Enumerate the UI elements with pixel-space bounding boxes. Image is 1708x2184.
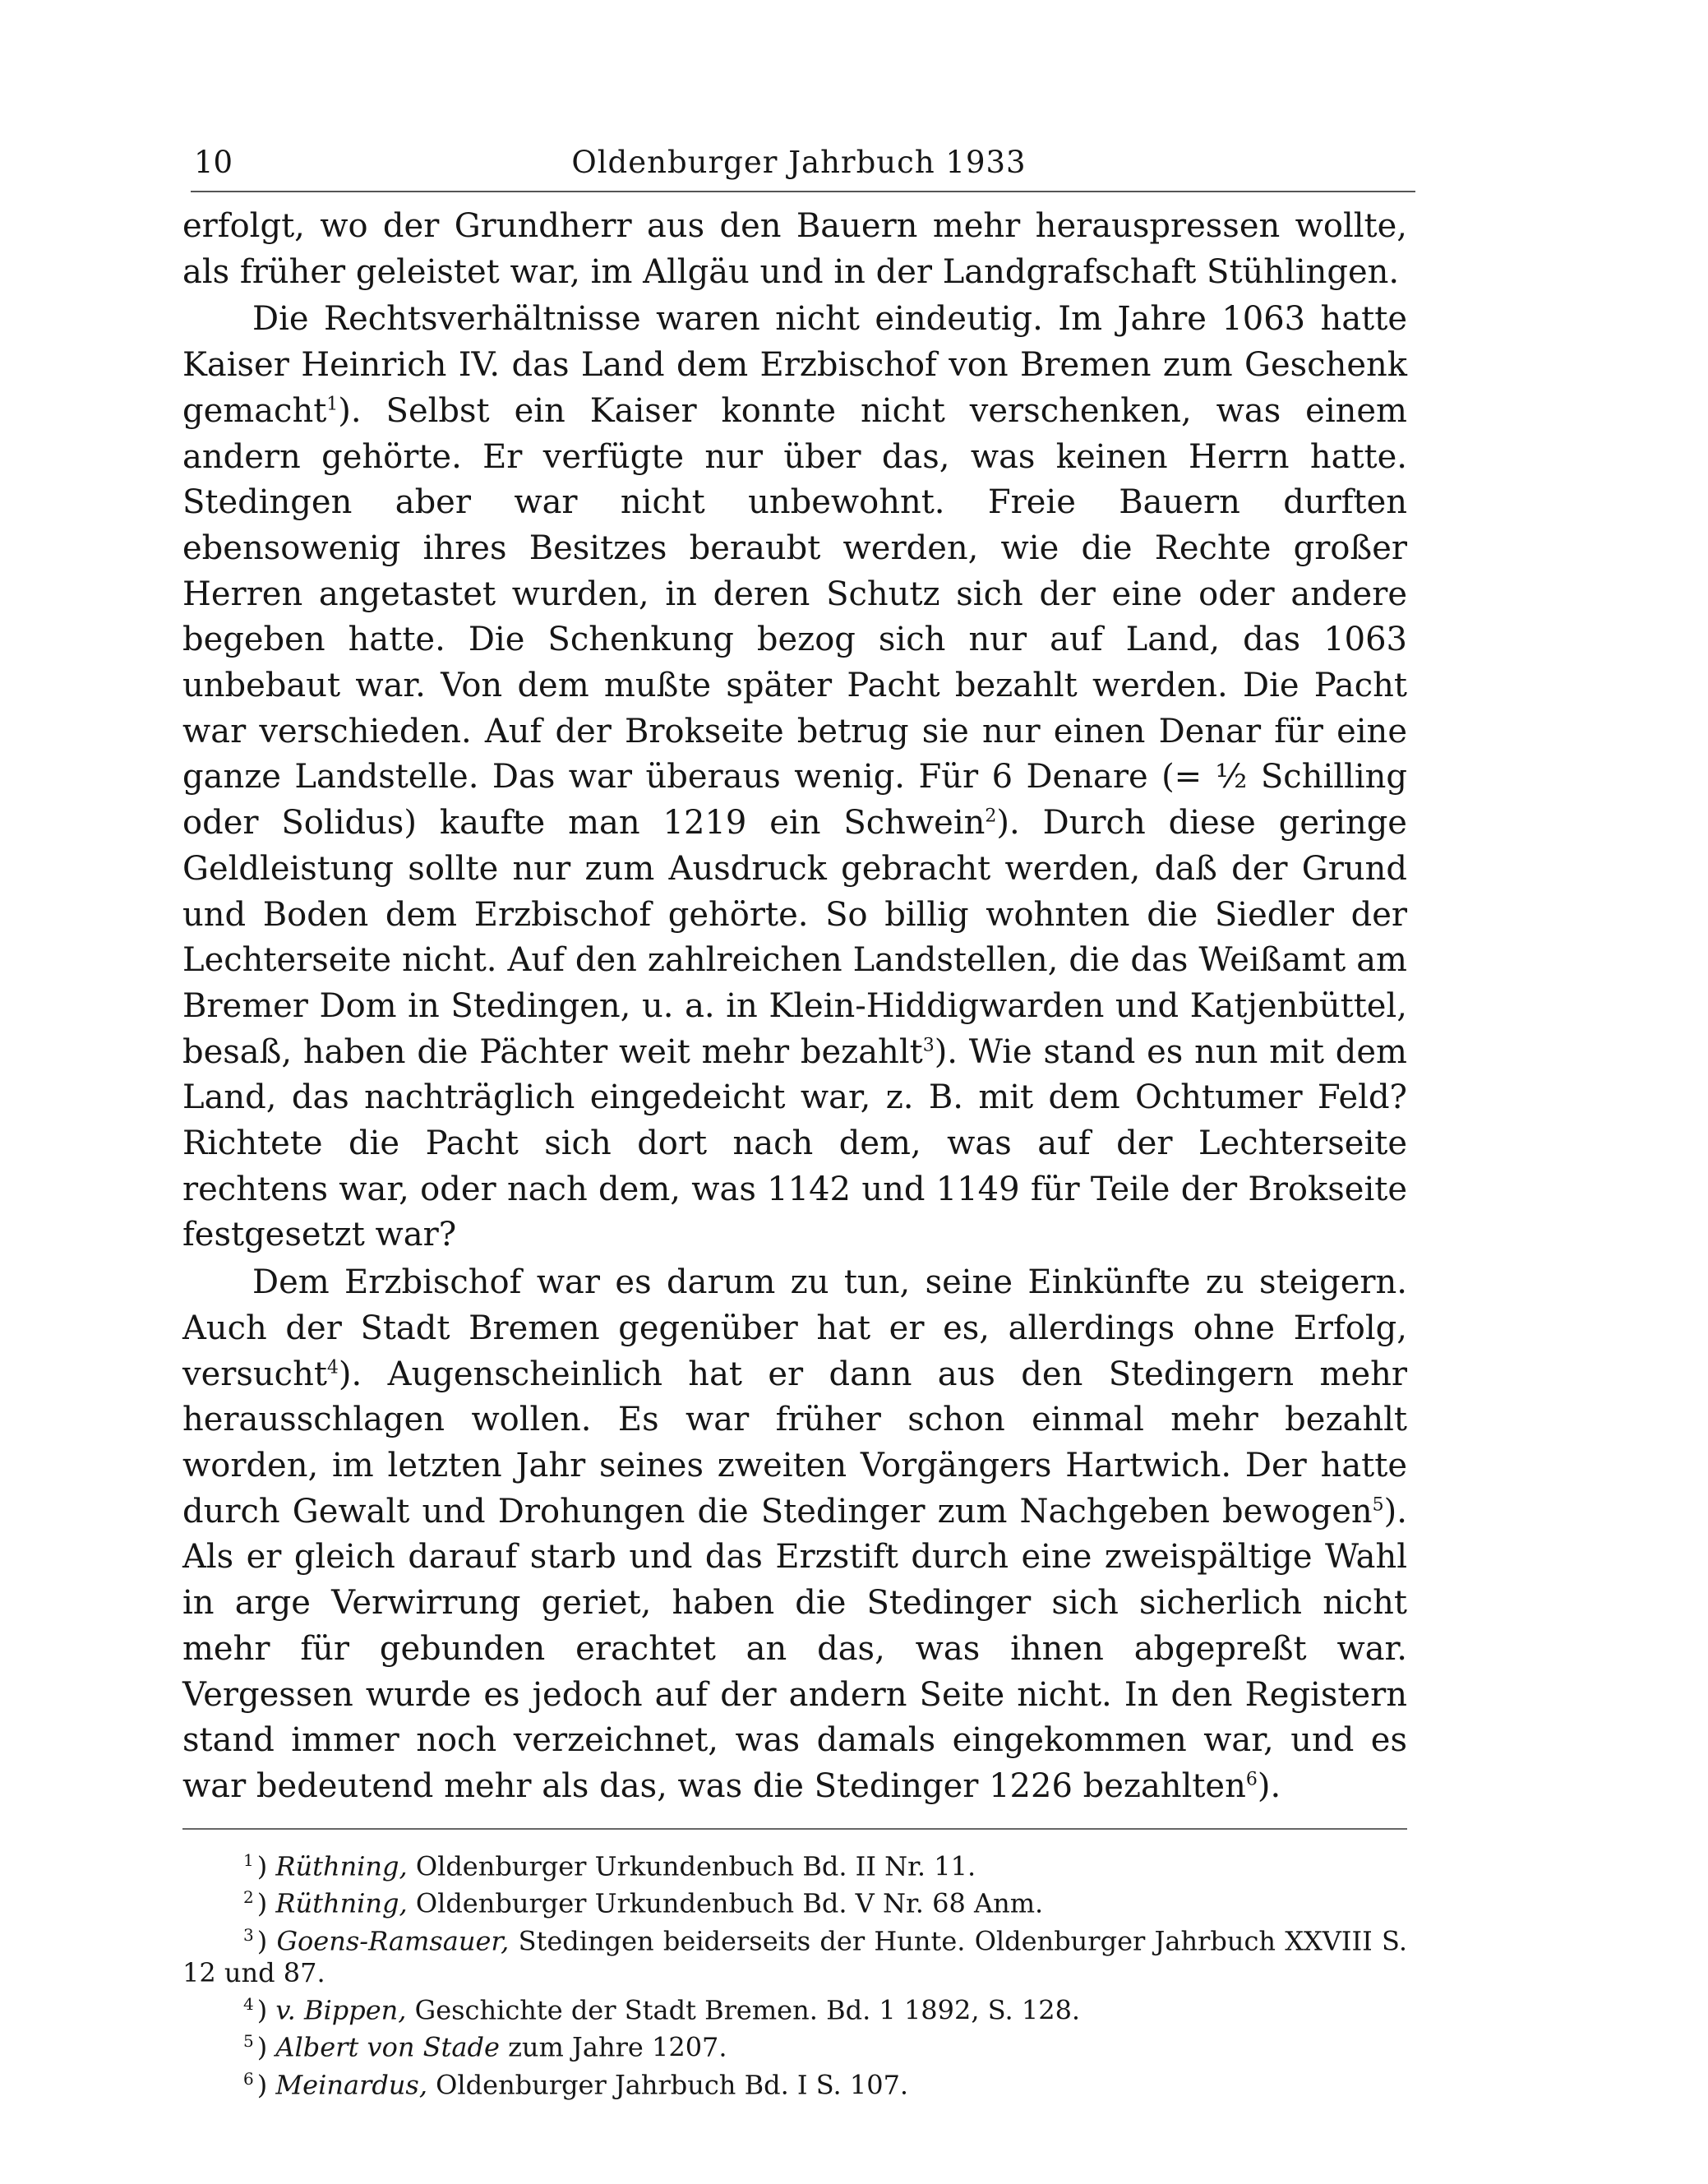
footnote-mark: 5 — [243, 2031, 254, 2052]
footnote-mark: 6 — [243, 2068, 254, 2089]
footnote-text: zum Jahre 1207. — [508, 2031, 727, 2063]
footnote: $^5$ ) Albert von Stade zum Jahre 1207. — [243, 2031, 727, 2063]
text-run: ). Selbst ein Kaiser konnte nicht verschenken, was einem andern gehörte. Er verfügte nur über das, was keinen Herrn hatte. Stedingen aber war nicht unbewohnt. Freie Bauern durften ebensowenig ihres Besitzes beraubt werden, wie die Rechte großer Herren angetastet wurden, in deren Schutz sich der eine oder andere begeben hatte. Die Schenkung bezog sich nur auf Land, das 1063 unbebaut war. Von dem mußte später Pacht bezahlt werden. Die Pacht war verschieden. Auf der Brokseite betrug sie nur einen Denar für eine ganze Landstelle. Das war überaus wenig. Für 6 Denare (= ½ Schilling oder Solidus) kaufte man 1219 ein Schwein — [182, 391, 1407, 843]
footnote-reference: 1 — [326, 394, 339, 415]
footnote-reference: 2 — [985, 806, 997, 827]
footnote: $^3$ ) Goens-Ramsauer, Stedingen beiderseits der Hunte. Oldenburger Jahrbuch XXVIII S. 12 und 87. — [182, 1924, 1408, 1988]
footnote-author: Goens-Ramsauer, — [276, 1925, 510, 1957]
footnote-text: Oldenburger Urkundenbuch Bd. V Nr. 68 Anm. — [415, 1887, 1044, 1919]
text-run: ). Als er gleich darauf starb und das Erzstift durch eine zweispältige Wahl in arge Verwirrung geriet, haben die Stedinger sich sicherlich nicht mehr für gebunden erachtet an das, was ihnen abgepreßt war. Vergessen wurde es jedoch auf der andern Seite nicht. In den Registern stand immer noch verzeichnet, was damals eingekommen war, und es war bedeutend mehr als das, was die Stedinger 1226 bezahlten — [182, 1492, 1407, 1805]
footnote-author: Rüthning, — [275, 1887, 408, 1919]
footnote-mark: 1 — [243, 1849, 254, 1870]
footnote-reference: 6 — [1245, 1769, 1258, 1790]
paragraph — [182, 1260, 1407, 1809]
running-head — [182, 138, 1415, 182]
text-run: ). — [1257, 1766, 1281, 1805]
header-rule — [191, 191, 1415, 192]
footnote: $^2$ ) Rüthning, Oldenburger Urkundenbuch Bd. V Nr. 68 Anm. — [243, 1887, 1044, 1919]
footnote-author: v. Bippen, — [275, 1994, 407, 2026]
paragraph — [182, 204, 1407, 295]
book-page — [182, 138, 1415, 2101]
footnote-text: Oldenburger Jahrbuch Bd. I S. 107. — [436, 2069, 909, 2101]
footnote: $^1$ ) Rüthning, Oldenburger Urkundenbuch Bd. II Nr. 11. — [243, 1849, 976, 1882]
text-run: Die Rechtsverhältnisse waren nicht eindeutig. Im Jahre 1063 hatte Kaiser Heinrich IV. das Land dem Erzbischof von Bremen zum Geschenk gemacht — [182, 300, 1407, 430]
footnote-text: Oldenburger Urkundenbuch Bd. II Nr. 11. — [415, 1850, 976, 1882]
text-run: ). Wie stand es nun mit dem Land, das nachträglich eingedeicht war, z. B. mit dem Ochtumer Feld? Richtete die Pacht sich dort nach dem, was auf der Lechterseite rechtens war, oder nach dem, was 1142 und 1149 für Teile der Brokseite festgesetzt war? — [182, 1032, 1407, 1254]
footnote-reference: 3 — [922, 1035, 935, 1056]
page-number: 10 — [194, 145, 233, 180]
footnote-author: Meinardus, — [275, 2069, 427, 2101]
footnote: $^6$ ) Meinardus, Oldenburger Jahrbuch Bd. I S. 107. — [243, 2068, 909, 2101]
footnote-text: Geschichte der Stadt Bremen. Bd. 1 1892, S. 128. — [414, 1994, 1081, 2026]
footnote-author: Rüthning, — [275, 1850, 408, 1882]
footnote-rule — [182, 1828, 1407, 1830]
footnote-mark: 3 — [243, 1924, 254, 1945]
text-run: ). Augenscheinlich hat er dann aus den Stedingern mehr herausschlagen wollen. Es war früher schon einmal mehr bezahlt worden, im letzten Jahr seines zweiten Vorgängers Hartwich. Der hatte durch Gewalt und Drohungen die Stedinger zum Nachgeben bewogen — [182, 1355, 1407, 1531]
footnote-mark: 4 — [243, 1993, 254, 2014]
footnote: $^4$ ) v. Bippen, Geschichte der Stadt Bremen. Bd. 1 1892, S. 128. — [243, 1993, 1081, 2026]
footnote-reference: 5 — [1372, 1494, 1384, 1516]
text-run: ). Durch diese geringe Geldleistung sollte nur zum Ausdruck gebracht werden, daß der Grund und Boden dem Erzbischof gehörte. So billig wohnten die Siedler der Lechterseite nicht. Auf den zahlreichen Landstellen, die das Weißamt am Bremer Dom in Stedingen, u. a. in Klein-Hiddigwarden und Katjenbüttel, besaß, haben die Pächter weit mehr bezahlt — [182, 804, 1407, 1071]
text-run: erfolgt, wo der Grundherr aus den Bauern mehr herauspressen wollte, als früher geleistet war, im Allgäu und in der Landgrafschaft Stühlingen. — [182, 207, 1407, 291]
footnote-mark: 2 — [243, 1887, 254, 1908]
body-text — [182, 204, 1407, 1810]
journal-title: Oldenburger Jahrbuch 1933 — [571, 145, 1027, 180]
footnote-reference: 4 — [326, 1357, 339, 1378]
footnotes — [182, 1845, 1415, 2101]
footnote-author: Albert von Stade — [275, 2031, 500, 2063]
footnote-text: Stedingen beiderseits der Hunte. Oldenburger Jahrbuch XXVIII S. 12 und 87. — [182, 1925, 1408, 1988]
text-run: Dem Erzbischof war es darum zu tun, seine Einkünfte zu steigern. Auch der Stadt Bremen gegenüber hat er es, allerdings ohne Erfolg, versucht — [182, 1263, 1407, 1393]
paragraph — [182, 297, 1407, 1258]
